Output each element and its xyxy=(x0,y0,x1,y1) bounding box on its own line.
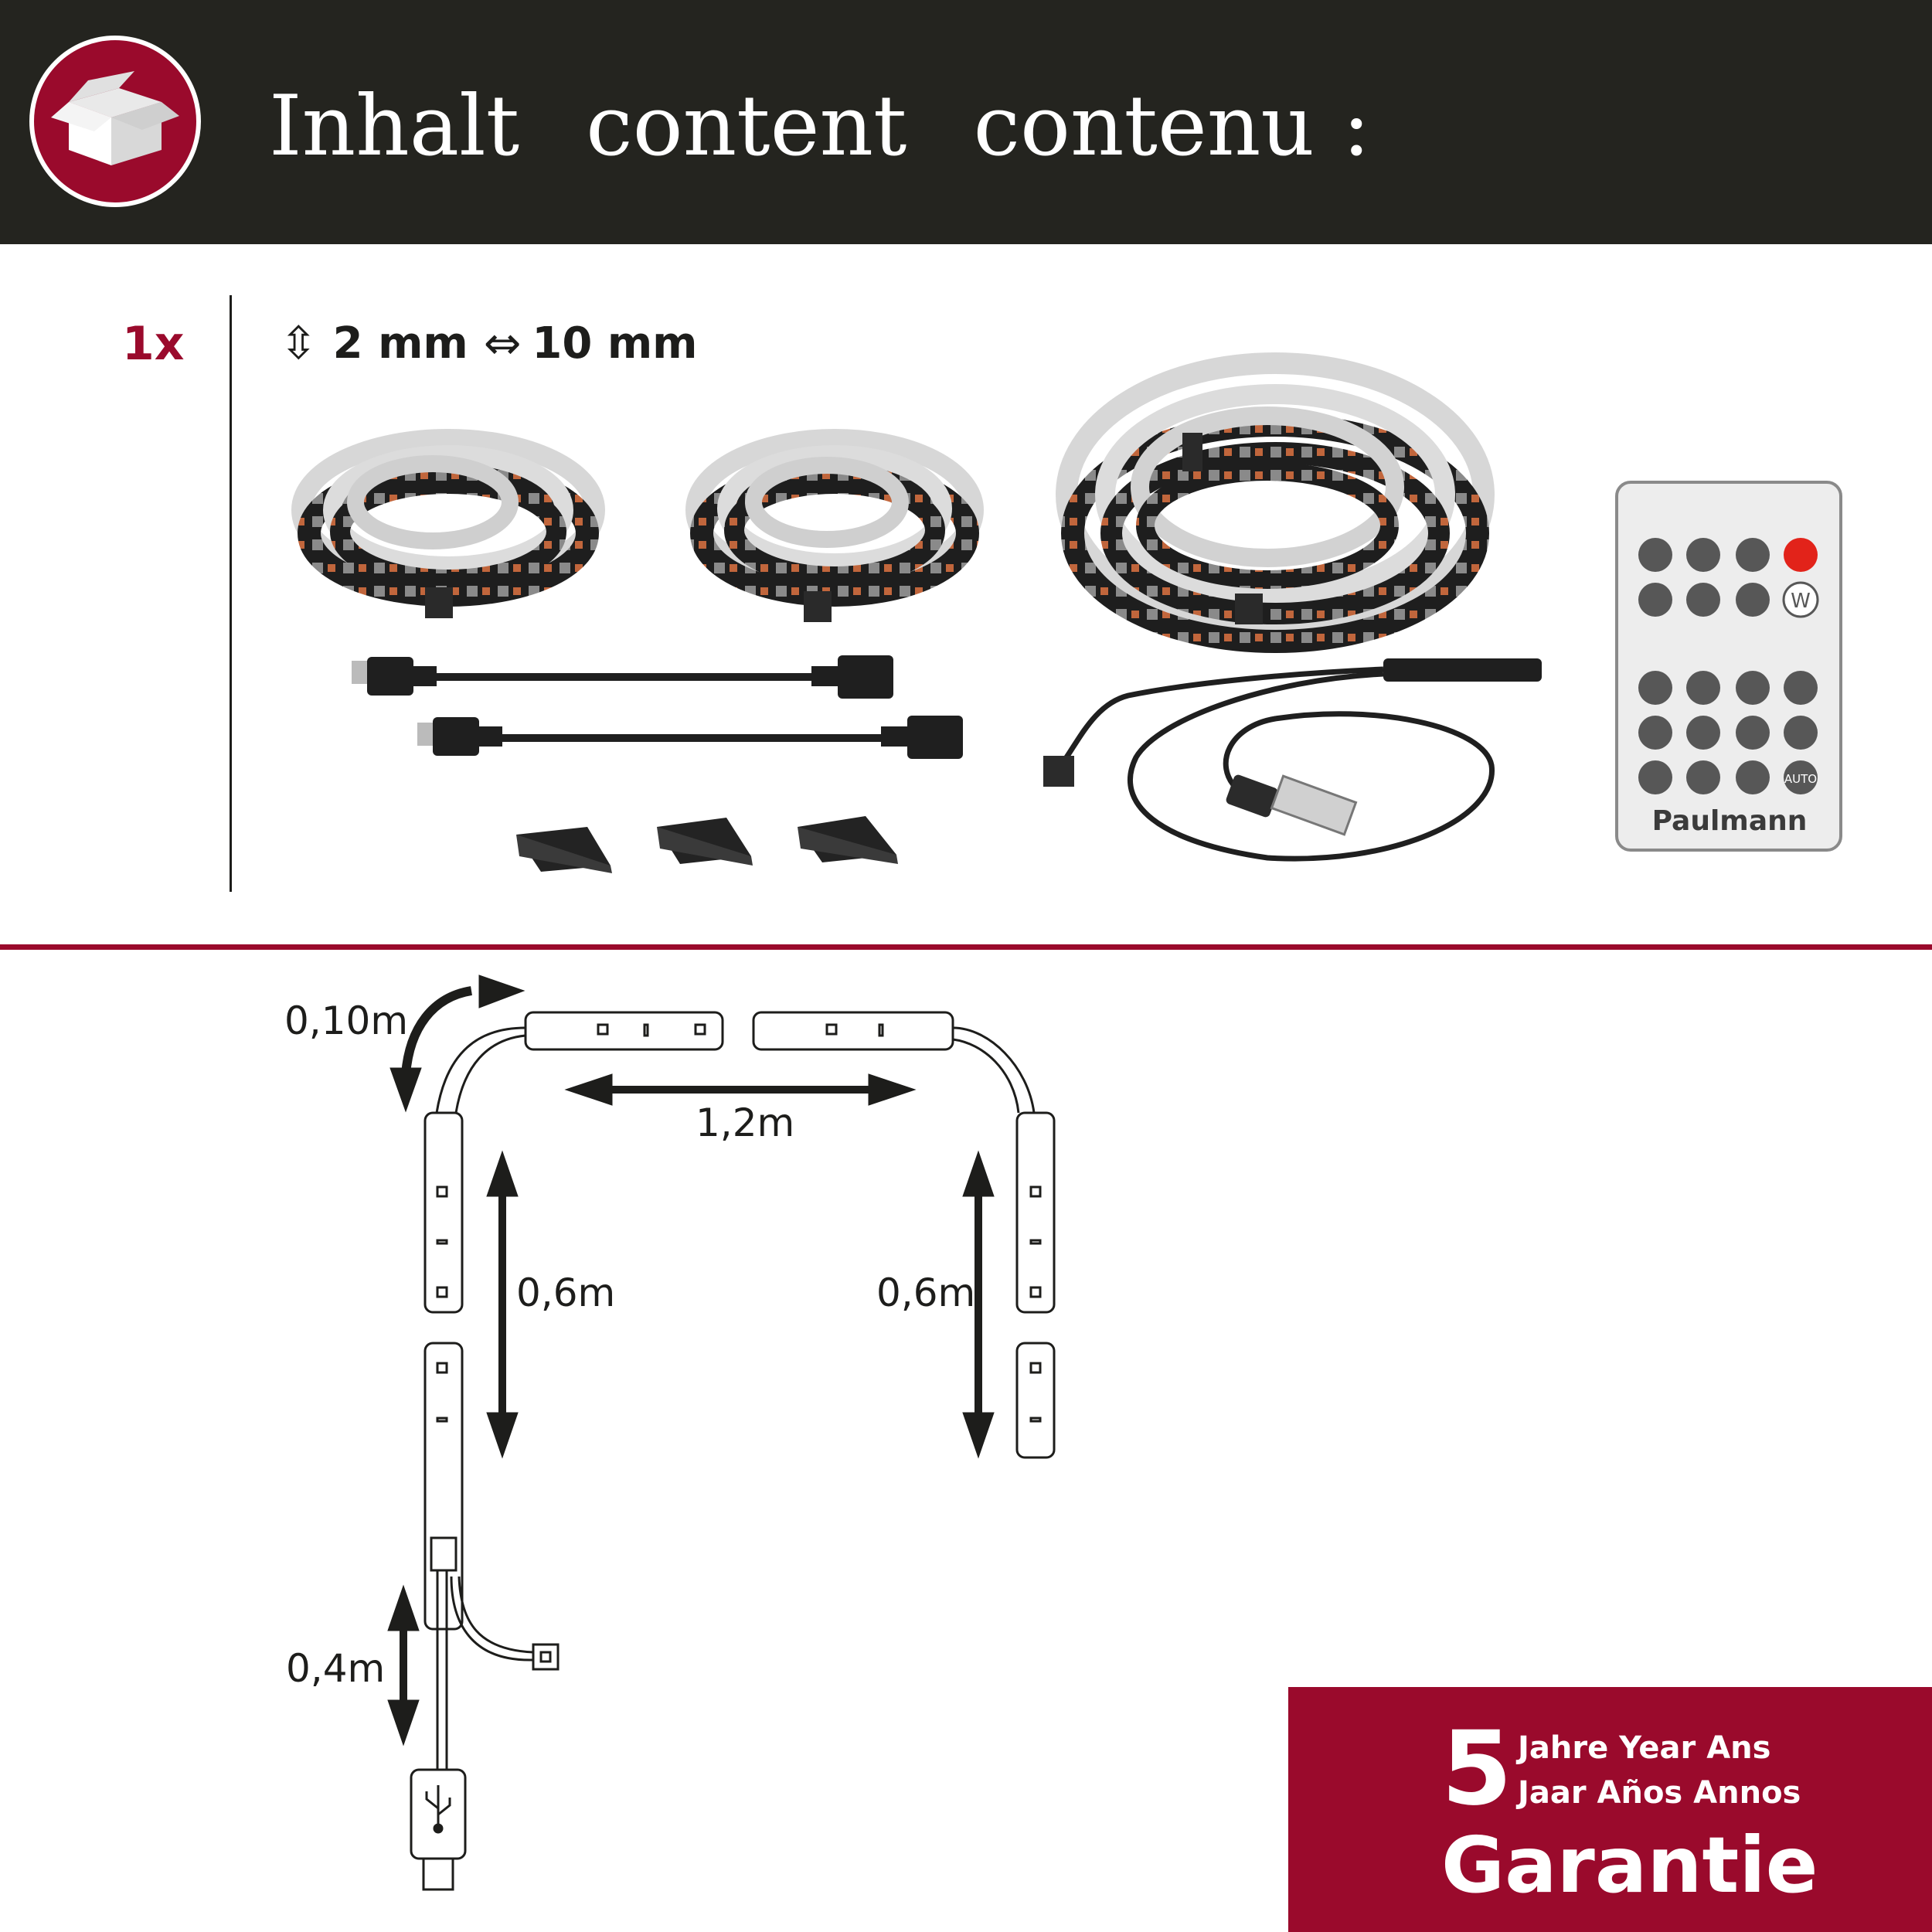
dimension-arrows xyxy=(388,975,994,1745)
right-height-label: 0,6m xyxy=(876,1270,976,1315)
height-value: 2 mm xyxy=(332,318,468,369)
title-fr: contenu xyxy=(973,77,1315,175)
title-colon: : xyxy=(1342,77,1371,175)
section-divider xyxy=(0,944,1932,950)
led-strip-roll-large xyxy=(1066,363,1484,641)
led-strip-roll-small xyxy=(301,439,595,618)
width-arrow-icon: ⇔ xyxy=(483,317,522,369)
top-length-label: 1,2m xyxy=(696,1100,795,1145)
warranty-badge xyxy=(1288,1687,1932,1932)
led-strip-roll-medium xyxy=(696,439,974,622)
remote-control xyxy=(1617,482,1841,850)
connector-cable-2 xyxy=(417,716,963,759)
mounting-clips xyxy=(516,816,898,873)
width-value: 10 mm xyxy=(532,318,698,369)
cable-length-label: 0,4m xyxy=(286,1646,386,1691)
svg-text:W: W xyxy=(1791,590,1811,613)
remote-brand: Paulmann xyxy=(1651,805,1808,837)
title-en: content xyxy=(586,77,907,175)
title-de: Inhalt xyxy=(269,77,520,175)
corner-bend-label: 0,10m xyxy=(284,998,409,1043)
left-height-label: 0,6m xyxy=(516,1270,616,1315)
quantity-label: 1x xyxy=(122,317,185,371)
warranty-line-1: Jahre Year Ans xyxy=(1518,1730,1771,1766)
connector-cable-1 xyxy=(352,655,893,699)
height-arrow-icon: ⇳ xyxy=(280,317,318,369)
warranty-title: Garantie xyxy=(1441,1820,1818,1910)
svg-text:AUTO: AUTO xyxy=(1784,772,1818,786)
warranty-line-2: Jaar Años Annos xyxy=(1518,1775,1801,1811)
usb-controller-cable xyxy=(1043,658,1542,859)
warranty-years: 5 xyxy=(1441,1709,1512,1828)
